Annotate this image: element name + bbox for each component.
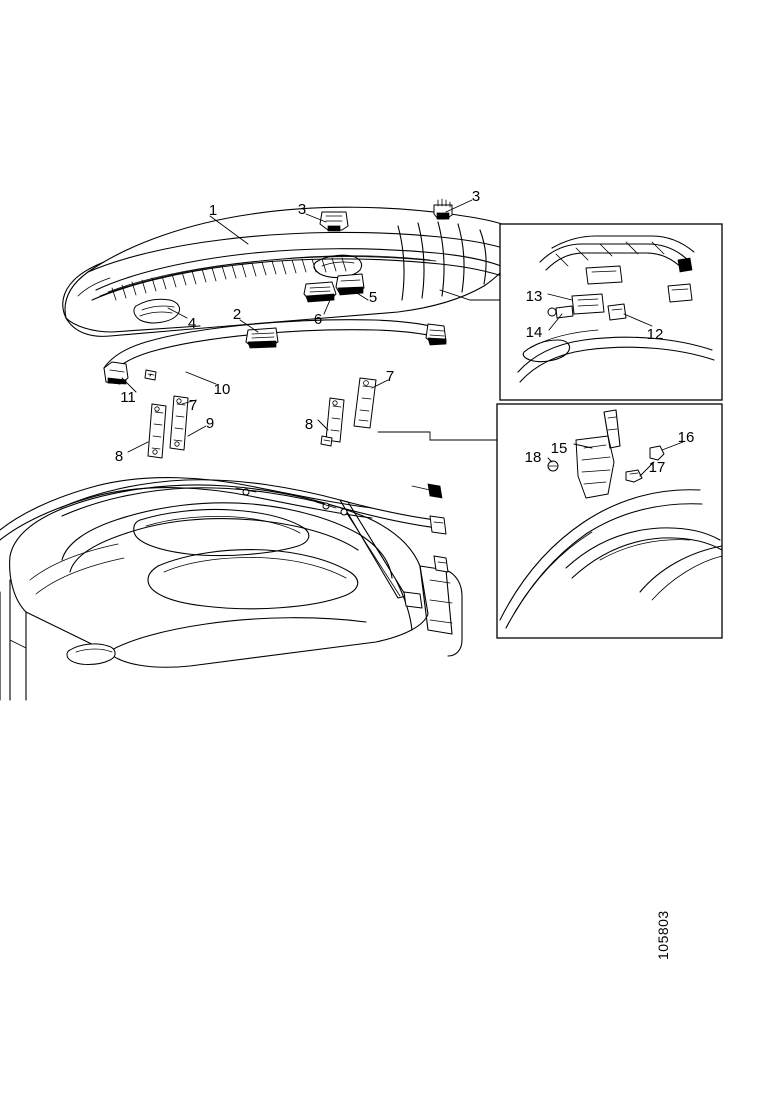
vehicle-cab-illustration bbox=[0, 478, 462, 700]
callout-6: 6 bbox=[313, 311, 323, 328]
callout-17: 17 bbox=[648, 459, 666, 476]
callout-13: 13 bbox=[525, 288, 543, 305]
part-support-strip-a bbox=[148, 404, 166, 458]
callout-11: 11 bbox=[120, 389, 136, 406]
callout-8b: 8 bbox=[304, 416, 314, 433]
callout-2: 2 bbox=[232, 306, 242, 323]
callout-7b: 7 bbox=[385, 368, 395, 385]
part-mounting-bracket bbox=[336, 274, 364, 295]
part-support-strip-d bbox=[354, 378, 376, 428]
part-support-strip-c bbox=[326, 398, 344, 442]
callout-15: 15 bbox=[550, 440, 568, 457]
callout-12: 12 bbox=[646, 326, 664, 343]
part-support-strip-b bbox=[170, 396, 188, 450]
drawing-number: 105803 bbox=[655, 910, 671, 960]
part-end-bracket bbox=[134, 299, 180, 323]
callout-9: 9 bbox=[205, 415, 215, 432]
callout-5: 5 bbox=[368, 289, 378, 306]
callout-1: 1 bbox=[208, 202, 218, 219]
part-roof-spoiler bbox=[63, 207, 517, 336]
callout-18: 18 bbox=[524, 449, 542, 466]
callout-14: 14 bbox=[525, 324, 543, 341]
callout-3b: 3 bbox=[471, 188, 481, 205]
part-spoiler-clip-right bbox=[434, 199, 452, 219]
callout-3a: 3 bbox=[297, 201, 307, 218]
part-spacer-block bbox=[304, 282, 336, 302]
callout-10: 10 bbox=[213, 381, 231, 398]
callout-16: 16 bbox=[677, 429, 695, 446]
callout-4: 4 bbox=[187, 315, 197, 332]
callout-8a: 8 bbox=[114, 448, 124, 465]
callout-7a: 7 bbox=[188, 397, 198, 414]
part-fastener-b bbox=[321, 436, 332, 446]
